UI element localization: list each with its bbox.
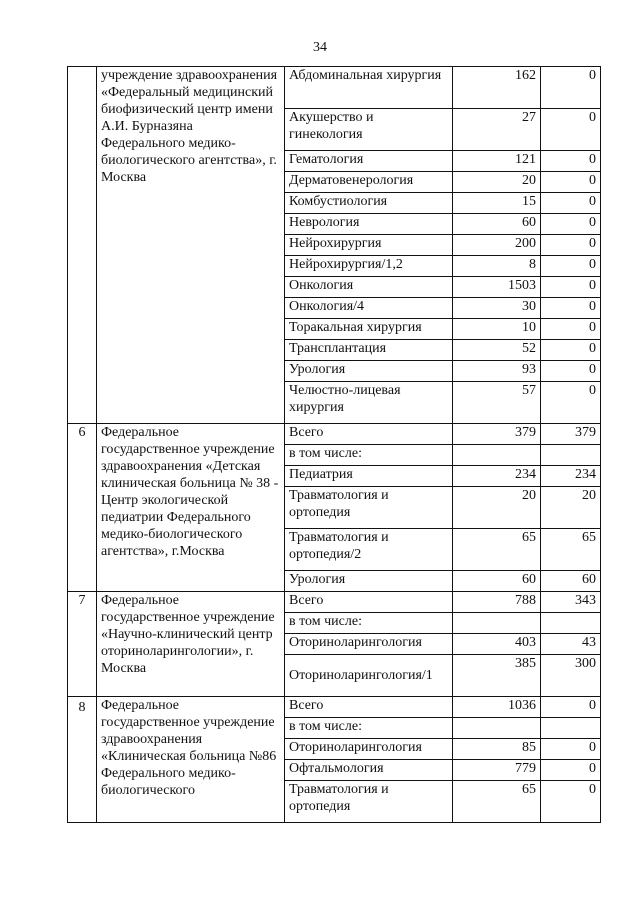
specialty-cell: Оториноларингология — [285, 739, 453, 760]
value-cell: 60 — [541, 571, 601, 592]
value-cell: 788 — [453, 592, 541, 613]
specialty-cell: Оториноларингология/1 — [285, 655, 453, 697]
specialty-cell: Гематология — [285, 151, 453, 172]
specialty-cell: Оториноларингология — [285, 634, 453, 655]
specialty-cell: Дерматовенерология — [285, 172, 453, 193]
value-cell: 0 — [541, 697, 601, 718]
value-cell: 1503 — [453, 277, 541, 298]
document-table — [67, 66, 601, 823]
specialty-cell: Всего — [285, 592, 453, 613]
specialty-cell: Акушерство и гинекология — [285, 109, 453, 151]
value-cell: 0 — [541, 739, 601, 760]
value-cell — [453, 613, 541, 634]
row-number: 8 — [68, 697, 97, 823]
value-cell: 234 — [453, 466, 541, 487]
row-number: 7 — [68, 592, 97, 697]
value-cell — [541, 445, 601, 466]
organization-name: учреждение здравоохранения «Федеральный медицинский биофизический центр имени А.И. Бурназяна Федерального медико-биологического агентства», г. Москва — [97, 67, 285, 424]
organization-name: Федеральное государственное учреждение здравоохранения «Детская клиническая больница № 38 - Центр экологической педиатрии Федерального медико-биологического агентства», г.Москва — [97, 424, 285, 592]
row-number — [68, 67, 97, 424]
table-row — [68, 424, 601, 445]
value-cell: 0 — [541, 319, 601, 340]
specialty-cell: Неврология — [285, 214, 453, 235]
value-cell: 30 — [453, 298, 541, 319]
value-cell: 1036 — [453, 697, 541, 718]
value-cell: 0 — [541, 781, 601, 823]
value-cell: 0 — [541, 214, 601, 235]
value-cell: 0 — [541, 277, 601, 298]
organization-name: Федеральное государственное учреждение «Научно-клинический центр оториноларингологии», г. Москва — [97, 592, 285, 697]
value-cell: 65 — [541, 529, 601, 571]
specialty-cell: Трансплантация — [285, 340, 453, 361]
organization-name: Федеральное государственное учреждение здравоохранения «Клиническая больница №86 Федерального медико-биологического — [97, 697, 285, 823]
value-cell — [541, 718, 601, 739]
specialty-cell: Онкология/4 — [285, 298, 453, 319]
value-cell: 0 — [541, 109, 601, 151]
value-cell: 0 — [541, 298, 601, 319]
specialty-cell: Всего — [285, 697, 453, 718]
value-cell: 343 — [541, 592, 601, 613]
value-cell: 20 — [453, 172, 541, 193]
specialty-cell: в том числе: — [285, 718, 453, 739]
value-cell: 385 — [453, 655, 541, 697]
value-cell — [453, 718, 541, 739]
value-cell: 200 — [453, 235, 541, 256]
specialty-cell: Всего — [285, 424, 453, 445]
specialty-cell: Урология — [285, 361, 453, 382]
value-cell: 15 — [453, 193, 541, 214]
value-cell: 65 — [453, 529, 541, 571]
specialty-cell: Урология — [285, 571, 453, 592]
specialty-cell: Педиатрия — [285, 466, 453, 487]
value-cell: 20 — [453, 487, 541, 529]
value-cell — [541, 613, 601, 634]
specialty-cell: Комбустиология — [285, 193, 453, 214]
value-cell: 93 — [453, 361, 541, 382]
value-cell: 27 — [453, 109, 541, 151]
value-cell: 60 — [453, 571, 541, 592]
specialty-cell: Нейрохирургия — [285, 235, 453, 256]
value-cell: 403 — [453, 634, 541, 655]
table-row — [68, 67, 601, 109]
value-cell: 8 — [453, 256, 541, 277]
value-cell: 379 — [453, 424, 541, 445]
specialty-cell: в том числе: — [285, 613, 453, 634]
value-cell: 0 — [541, 235, 601, 256]
table-row — [68, 697, 601, 718]
value-cell: 20 — [541, 487, 601, 529]
value-cell: 85 — [453, 739, 541, 760]
specialty-cell: в том числе: — [285, 445, 453, 466]
value-cell — [453, 445, 541, 466]
specialty-cell: Челюстно-лицевая хирургия — [285, 382, 453, 424]
value-cell: 0 — [541, 256, 601, 277]
value-cell: 57 — [453, 382, 541, 424]
specialty-cell: Травматология и ортопедия/2 — [285, 529, 453, 571]
value-cell: 43 — [541, 634, 601, 655]
specialty-cell: Абдоминальная хирургия — [285, 67, 453, 109]
value-cell: 121 — [453, 151, 541, 172]
value-cell: 0 — [541, 151, 601, 172]
value-cell: 60 — [453, 214, 541, 235]
specialty-cell: Онкология — [285, 277, 453, 298]
specialty-cell: Нейрохирургия/1,2 — [285, 256, 453, 277]
table-row — [68, 592, 601, 613]
value-cell: 0 — [541, 760, 601, 781]
value-cell: 0 — [541, 67, 601, 109]
value-cell: 0 — [541, 340, 601, 361]
page-number: 34 — [313, 40, 327, 55]
value-cell: 52 — [453, 340, 541, 361]
value-cell: 65 — [453, 781, 541, 823]
value-cell: 0 — [541, 361, 601, 382]
specialty-cell: Травматология и ортопедия — [285, 487, 453, 529]
value-cell: 0 — [541, 172, 601, 193]
value-cell: 162 — [453, 67, 541, 109]
value-cell: 779 — [453, 760, 541, 781]
value-cell: 0 — [541, 382, 601, 424]
value-cell: 0 — [541, 193, 601, 214]
specialty-cell: Травматология и ортопедия — [285, 781, 453, 823]
value-cell: 300 — [541, 655, 601, 697]
value-cell: 234 — [541, 466, 601, 487]
specialty-cell: Торакальная хирургия — [285, 319, 453, 340]
value-cell: 379 — [541, 424, 601, 445]
value-cell: 10 — [453, 319, 541, 340]
row-number: 6 — [68, 424, 97, 592]
specialty-cell: Офтальмология — [285, 760, 453, 781]
